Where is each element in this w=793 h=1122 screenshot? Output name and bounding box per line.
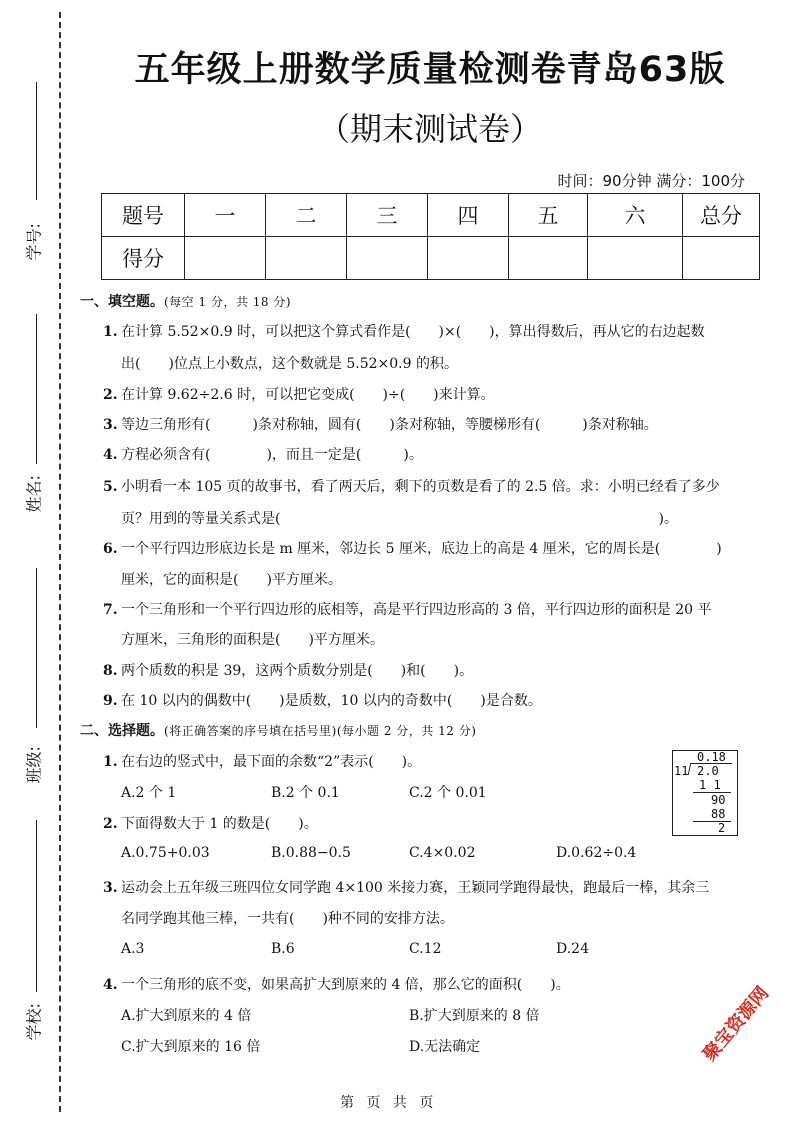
question-number: 1. — [103, 754, 118, 770]
question-text: 下面得数大于 1 的数是( )。 — [121, 816, 318, 832]
school-label: 学校: — [24, 1003, 44, 1041]
page-subtitle: （期末测试卷） — [317, 110, 542, 148]
question-number: 4. — [103, 977, 118, 993]
question-continuation: 出( )位点上小数点，这个数就是 5.52×0.9 的积。 — [121, 356, 458, 372]
section2-heading — [80, 720, 476, 740]
option-c[interactable]: C.4×0.02 — [409, 845, 476, 861]
student-no-label: 学号: — [24, 223, 44, 261]
score-cell[interactable] — [428, 237, 509, 280]
question — [103, 444, 743, 464]
name-line — [36, 314, 37, 464]
question — [103, 660, 743, 680]
header-cell: 五 — [509, 194, 588, 237]
score-cell[interactable] — [185, 237, 266, 280]
question — [103, 384, 743, 404]
question — [103, 974, 743, 994]
division-divisor: 11 — [674, 764, 689, 778]
option-d[interactable]: D.0.62÷0.4 — [556, 845, 637, 861]
section2-note: (将正确答案的序号填在括号里)(每小题 2 分，共 12 分) — [164, 724, 477, 738]
header-cell: 总分 — [683, 194, 760, 237]
class-label: 班级: — [24, 746, 44, 784]
option-d[interactable]: D.无法确定 — [409, 1039, 481, 1055]
class-line — [36, 568, 37, 728]
score-cell[interactable] — [509, 237, 588, 280]
question — [103, 751, 663, 771]
section1-note: (每空 1 分，共 18 分) — [164, 295, 292, 309]
option-b[interactable]: B.0.88−0.5 — [271, 845, 351, 861]
question — [103, 813, 663, 833]
option-a[interactable]: A.2 个 1 — [121, 785, 177, 801]
division-step3: 88 — [711, 807, 726, 821]
long-division-box — [672, 750, 738, 836]
question-text: 两个质数的积是 39，这两个质数分别是( )和( )。 — [121, 663, 474, 679]
question-text: 运动会上五年级三班四位女同学跑 4×100 米接力赛，王颖同学跑得最快，跑最后一棒，其余三 — [121, 880, 710, 896]
option-d[interactable]: D.24 — [556, 941, 589, 957]
question — [103, 321, 743, 341]
page-title: 五年级上册数学质量检测卷青岛63版 — [134, 50, 726, 90]
section1-title: 一、填空题。 — [80, 294, 164, 310]
question-number: 6. — [103, 541, 118, 557]
division-bracket — [688, 763, 698, 775]
score-table-header-row — [102, 194, 760, 237]
school-line — [36, 820, 37, 992]
header-cell: 题号 — [102, 194, 185, 237]
question-number: 2. — [103, 816, 118, 832]
question-text: 等边三角形有( )条对称轴，圆有( )条对称轴，等腰梯形有( )条对称轴。 — [121, 417, 658, 433]
question-number: 7. — [103, 602, 118, 618]
score-table-score-row — [102, 237, 760, 280]
option-a[interactable]: A.0.75+0.03 — [121, 845, 210, 861]
question — [103, 690, 743, 710]
name-label: 姓名: — [24, 475, 44, 513]
section2-title: 二、选择题。 — [80, 723, 164, 739]
question-text: 在 10 以内的偶数中( )是质数，10 以内的奇数中( )是合数。 — [121, 693, 542, 709]
division-line-2 — [693, 821, 731, 822]
division-step1: 1 1 — [699, 778, 721, 792]
section1-heading — [80, 291, 291, 311]
question — [103, 599, 743, 619]
score-row-label: 得分 — [102, 237, 185, 280]
question-number: 5. — [103, 479, 118, 495]
option-c[interactable]: C.2 个 0.01 — [409, 785, 487, 801]
question-text: 在计算 5.52×0.9 时，可以把这个算式看作是( )×( )，算出得数后，再从它的右边起数 — [121, 324, 705, 340]
time-info: 时间：90分钟 满分：100分 — [557, 172, 745, 190]
question-number: 3. — [103, 880, 118, 896]
header-cell: 三 — [347, 194, 428, 237]
score-cell[interactable] — [266, 237, 347, 280]
question-continuation: 名同学跑其他三棒，一共有( )种不同的安排方法。 — [121, 911, 454, 927]
option-a[interactable]: A.扩大到原来的 4 倍 — [121, 1008, 252, 1024]
binding-dashed-line — [59, 12, 61, 1112]
division-remainder: 2 — [718, 821, 726, 835]
header-cell: 六 — [588, 194, 683, 237]
watermark-stamp: 聚宝资源网 — [699, 982, 774, 1066]
question-continuation: 页？用到的等量关系式是( )。 — [121, 511, 678, 527]
header-cell: 二 — [266, 194, 347, 237]
option-a[interactable]: A.3 — [121, 941, 145, 957]
question-text: 在右边的竖式中，最下面的余数“2”表示( )。 — [121, 754, 422, 770]
score-cell[interactable] — [683, 237, 760, 280]
question-number: 8. — [103, 663, 118, 679]
question-text: 在计算 9.62÷2.6 时，可以把它变成( )÷( )来计算。 — [121, 387, 495, 403]
option-b[interactable]: B.6 — [271, 941, 295, 957]
question-number: 2. — [103, 387, 118, 403]
question-text: 小明看一本 105 页的故事书，看了两天后，剩下的页数是看了的 2.5 倍。求：小明已经看了多少 — [121, 479, 720, 495]
question — [103, 538, 743, 558]
question-continuation: 方厘米，三角形的面积是( )平方厘米。 — [121, 632, 384, 648]
score-table — [101, 193, 760, 280]
question-text: 方程必须含有( )，而且一定是( )。 — [121, 447, 423, 463]
page-footer: 第 页 共 页 — [340, 1095, 438, 1111]
question-text: 一个三角形的底不变，如果高扩大到原来的 4 倍，那么它的面积( )。 — [121, 977, 570, 993]
score-cell[interactable] — [588, 237, 683, 280]
question-number: 1. — [103, 324, 118, 340]
option-b[interactable]: B.2 个 0.1 — [271, 785, 340, 801]
question — [103, 414, 743, 434]
question-number: 3. — [103, 417, 118, 433]
question — [103, 877, 743, 897]
question — [103, 476, 743, 496]
option-c[interactable]: C.扩大到原来的 16 倍 — [121, 1039, 261, 1055]
question-number: 9. — [103, 693, 118, 709]
header-cell: 四 — [428, 194, 509, 237]
division-quotient: 0.18 — [697, 750, 726, 764]
score-cell[interactable] — [347, 237, 428, 280]
option-c[interactable]: C.12 — [409, 941, 442, 957]
question-number: 4. — [103, 447, 118, 463]
question-text: 一个平行四边形底边长是 m 厘米，邻边长 5 厘米，底边上的高是 4 厘米，它的周长是( ) — [121, 541, 722, 557]
student-no-line — [36, 82, 37, 200]
header-cell: 一 — [185, 194, 266, 237]
question-text: 一个三角形和一个平行四边形的底相等，高是平行四边形高的 3 倍，平行四边形的面积是 20 平 — [121, 602, 712, 618]
division-step2: 90 — [711, 793, 726, 807]
question-continuation: 厘米，它的面积是( )平方厘米。 — [121, 572, 342, 588]
option-b[interactable]: B.扩大到原来的 8 倍 — [409, 1008, 540, 1024]
division-dividend: 2.0 — [697, 764, 719, 778]
